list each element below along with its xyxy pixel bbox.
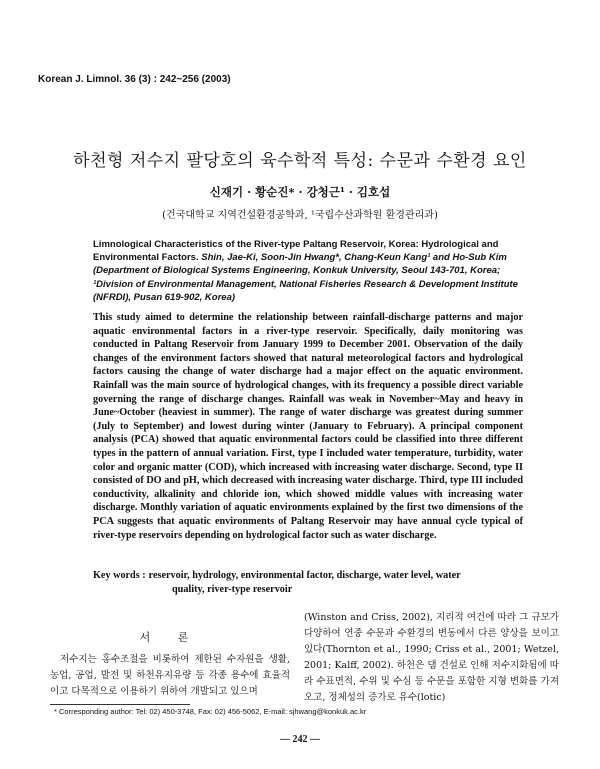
abstract: This study aimed to determine the relationship between rainfall-discharge patterns and major aquatic environmental factors in a river-type reservoir. Specifically, daily monitoring was conducted in Paltang Reservoir from January 1999 to December 2001. Observation of the daily changes of the environment factors showed that natural meteorological factors and hydrological factors causing the change of water discharge had a major effect on the aquatic environment. Rainfall was the main source of hydrological changes, with its frequency a possible direct variable governing the range of discharge changes. Rainfall was weak in November~May and heavy in June~October (heaviest in summer). The range of water discharge was greatest during summer (July to September) and lowest during winter (January to February). A principal component analysis (PCA) showed that aquatic environmental factors could be classified into three different types in the pattern of annual variation. First, type I included water temperature, turbidity, water color and organic matter (COD), which increased with increasing water discharge. Second, type II consisted of DO and pH, which decreased with increasing water discharge. Third, type III included conductivity, alkalinity and chloride ion, which showed middle values with increasing water discharge. Monthly variation of aquatic environments explained by the first two dimensions of the PCA suggests that aquatic environments of Paltang Reservoir may have annual cycle typical of river-type reservoirs depending on hydrological factor such as water discharge. [93,312,523,541]
authors-korean: 신재기 · 황순진* · 강청근¹ · 김호섭 [209,185,391,199]
right-column-text: (Winston and Criss, 2002), 지리적 여건에 따라 그 규모가 다양하여 연중 수문과 수환경의 변동에서 다른 양상을 보이고 있다(Thornton et al., 1990; Criss et al., 2001; Wetzel, 2001; Kalff, 2002). 하천은 댐 건설로 인해 저수지화됨에 따라 수표면적, 수위 및 수심 등 수문을 포함한 지형 변화를 가져오고, 정체성의 증가로 유수(lotic) [304,612,559,703]
english-affiliation: (Department of Biological Systems Engineering, Konkuk University, Seoul 143-701, Korea; ¹Division of Environmental Management, National Fisheries Research & Development Institute (NFRDI), Pusan 619-902, Korea) [93,265,518,303]
keywords-label: Key words : [93,570,146,581]
section-heading-introduction: 서 론 [139,631,201,644]
english-header [93,238,523,304]
footnote-divider [50,704,190,705]
keywords-line-2: quality, river-type reservoir [172,583,293,595]
page-number: — 242 — [280,734,320,745]
paper-title-korean: 하천형 저수지 팔당호의 육수학적 특성: 수문과 수환경 요인 [73,151,527,171]
english-title: Limnological Characteristics of the River-type Paltang Reservoir, Korea: Hydrological and Environmental Factors. [93,239,499,264]
keywords-line-1: reservoir, hydrology, environmental factor, discharge, water level, water [148,570,461,581]
affiliation-korean: (건국대학교 지역건설환경공학과, ¹국립수산과학원 환경관리과) [162,210,438,221]
footnote: * Corresponding author: Tel: 02) 450-3748, Fax: 02) 456-5062, E-mail: sjhwang@konkuk.ac.kr [54,707,367,716]
journal-citation: Korean J. Limnol. 36 (3) : 242~256 (2003) [38,74,231,85]
keywords [93,569,523,596]
left-column [50,630,290,700]
english-authors: Shin, Jae-Ki, Soon-Jin Hwang*, Chang-Keun Kang¹ and Ho-Sub Kim [201,252,507,264]
left-column-text: 저수지는 홍수조절을 비롯하여 제한된 수자원을 생활, 농업, 공업, 발전 및 하천유지유량 등 각종 용수에 효율적이고 다목적으로 이용하기 위하여 개발되고 있으며 [50,654,290,697]
